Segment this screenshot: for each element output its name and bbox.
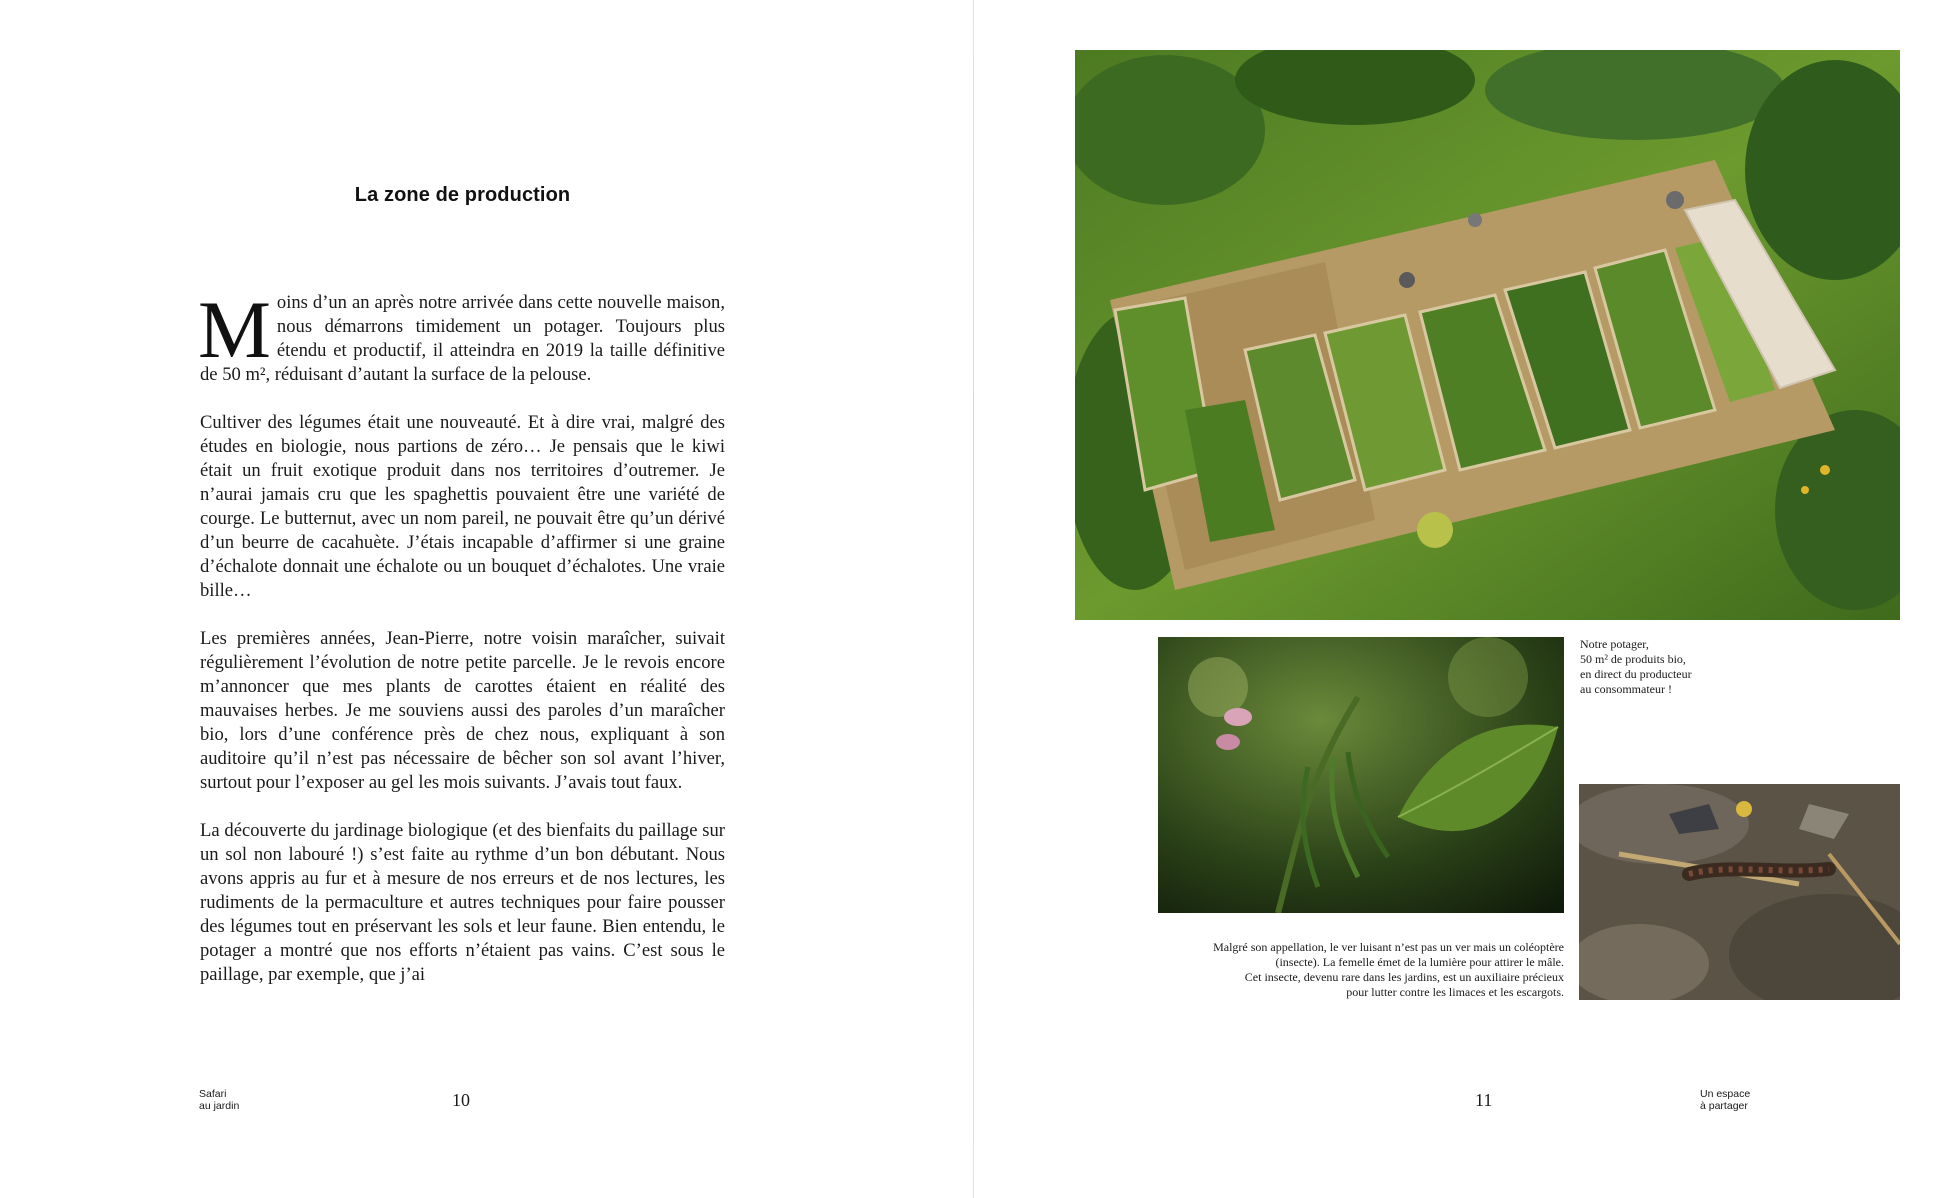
glow-worm-caption: Malgré son appellation, le ver luisant n’est pas un ver mais un coléoptère (insecte). La femelle émet de la lumière pour attirer le mâle. Cet insecte, devenu rare dans les jardins, est un auxiliaire précieux pour lutter contre les limaces et les escargots.: [1213, 940, 1564, 999]
page-gutter: [973, 0, 974, 1198]
paragraph-4: La découverte du jardinage biologique (et des bienfaits du paillage sur un sol non labouré !) s’est faite au rythme d’un bon débutant. Nous avons appris au fur et à mesure de nos erreurs et de nos lectures, les rudiments de la permaculture et autres techniques pour faire pousser des légumes tout en préservant les sols et leur faune. Bien entendu, le potager a montré que nos efforts n’étaient pas vains. C’est sous le paillage, par exemple, que j’ai: [200, 820, 725, 985]
garden-aerial-photo: [1075, 50, 1900, 620]
paragraph-2: Cultiver des légumes était une nouveauté. Et à dire vrai, malgré des études en biologie, nous partions de zéro… Je pensais que le kiwi était un fruit exotique produit dans nos territoires d’outremer. Je n’aurai jamais cru que les spaghettis pouvaient être une variété de courge. Le butternut, avec un nom pareil, ne pouvait être qu’un dérivé d’un beurre de cacahuète. J’étais incapable d’affirmer si une graine d’échalote donnait une échalote ou un bouquet d’échalotes. Une vraie bille…: [200, 412, 725, 601]
paragraph-1: [198, 284, 725, 387]
running-head-right: Un espace à partager: [1700, 1088, 1751, 1112]
paragraph-3: Les premières années, Jean-Pierre, notre voisin maraîcher, suivait régulièrement l’évolution de notre petite parcelle. Je le revois encore m’annoncer que mes plants de carottes étaient en réalité des mauvaises herbes. Je me souviens aussi des paroles d’un maraîcher bio, lors d’une conférence près de chez nous, expliquant à son auditoire qu’il n’est pas nécessaire de bêcher son sol avant l’hiver, surtout pour l’exposer au gel les mois suivants. J’avais tout faux.: [200, 628, 725, 793]
garden-caption: Notre potager, 50 m² de produits bio, en direct du producteur au consommateur !: [1580, 637, 1692, 696]
paragraph-1-text: oins d’un an après notre arrivée dans cette nouvelle maison, nous démarrons timidement un potager. Toujours plus étendu et productif, il atteindra en 2019 la taille définitive de 50 m², réduisant d’autant la surface de la pelouse.: [200, 292, 725, 385]
bean-plant-photo: [1158, 637, 1564, 913]
page-number-left: 10: [452, 1090, 470, 1110]
drop-cap: M: [198, 284, 271, 375]
section-heading: La zone de production: [354, 184, 571, 206]
body-text: [198, 284, 725, 1011]
running-head-left: Safari au jardin: [199, 1088, 240, 1112]
page-number-right: 11: [1475, 1090, 1493, 1110]
glow-worm-photo: [1579, 784, 1900, 1000]
